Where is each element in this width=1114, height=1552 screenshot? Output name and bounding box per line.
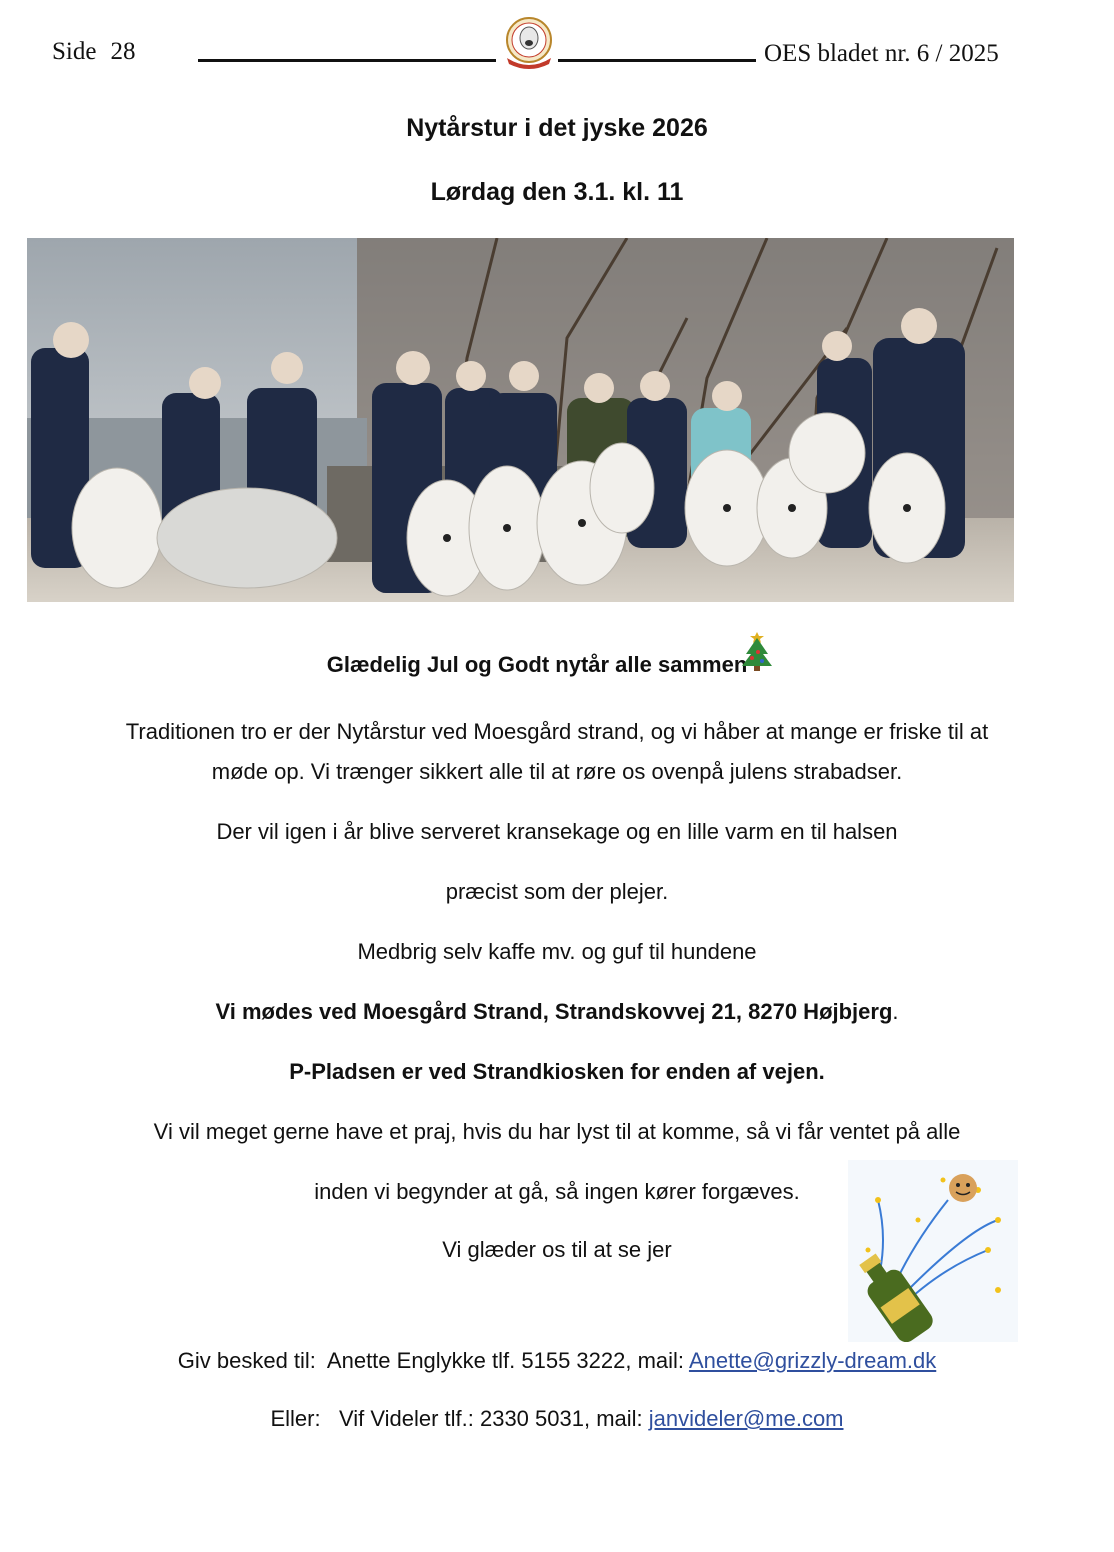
christmas-tree-icon <box>738 628 776 672</box>
greeting <box>0 652 1114 678</box>
contact-vif-prefix: Eller: Vif Videler tlf.: 2330 5031, mail: <box>270 1406 649 1431</box>
email-link-vif[interactable]: janvideler@me.com <box>648 1406 844 1431</box>
page-title: Nytårstur i det jyske 2026 <box>406 114 708 142</box>
paragraph-notify-line1: Vi vil meget gerne have et praj, hvis du har lyst til at komme, så vi får ventet på alle <box>153 1119 961 1144</box>
paragraph-intro-line1: Traditionen tro er der Nytårstur ved Moesgård strand, og vi håber at mange er friske til at <box>125 719 989 744</box>
meeting-point <box>0 999 1114 1025</box>
meeting-period: . <box>892 999 899 1024</box>
email-link-anette[interactable]: Anette@grizzly-dream.dk <box>688 1348 937 1373</box>
page-number: 28 <box>110 38 136 65</box>
contact-anette <box>0 1348 1114 1374</box>
page-label: Side <box>52 38 97 65</box>
champagne-celebration-icon <box>848 1160 1018 1342</box>
page-number-label <box>52 38 135 66</box>
contact-vif <box>0 1406 1114 1432</box>
header-rule-left <box>198 59 496 62</box>
group-photo-dogs-beach <box>27 238 1014 602</box>
event-date: Lørdag den 3.1. kl. 11 <box>430 178 684 206</box>
club-sheepdog-logo-icon <box>503 16 555 70</box>
paragraph-notify-line2: inden vi begynder at gå, så ingen kører forgæves. <box>314 1179 800 1204</box>
paragraph-bring-coffee: Medbrig selv kaffe mv. og guf til hundene <box>357 939 757 964</box>
meeting-address: Vi mødes ved Moesgård Strand, Strandskovvej 21, 8270 Højbjerg <box>215 999 893 1024</box>
page-header <box>0 0 1114 90</box>
header-rule-right <box>558 59 756 62</box>
parking-info: P-Pladsen er ved Strandkiosken for enden af vejen. <box>289 1059 825 1084</box>
paragraph-intro-line2: møde op. Vi trænger sikkert alle til at røre os ovenpå julens strabadser. <box>211 759 903 784</box>
greeting-text: Glædelig Jul og Godt nytår alle sammen <box>326 652 748 677</box>
closing-line: Vi glæder os til at se jer <box>442 1237 672 1262</box>
publication-label: OES bladet nr. 6 / 2025 <box>764 40 999 67</box>
paragraph-refreshments: Der vil igen i år blive serveret kransekage og en lille varm en til halsen <box>216 819 898 844</box>
paragraph-as-usual: præcist som der plejer. <box>445 879 669 904</box>
contact-anette-prefix: Giv besked til: Anette Englykke tlf. 5155 3222, mail: <box>177 1348 689 1373</box>
